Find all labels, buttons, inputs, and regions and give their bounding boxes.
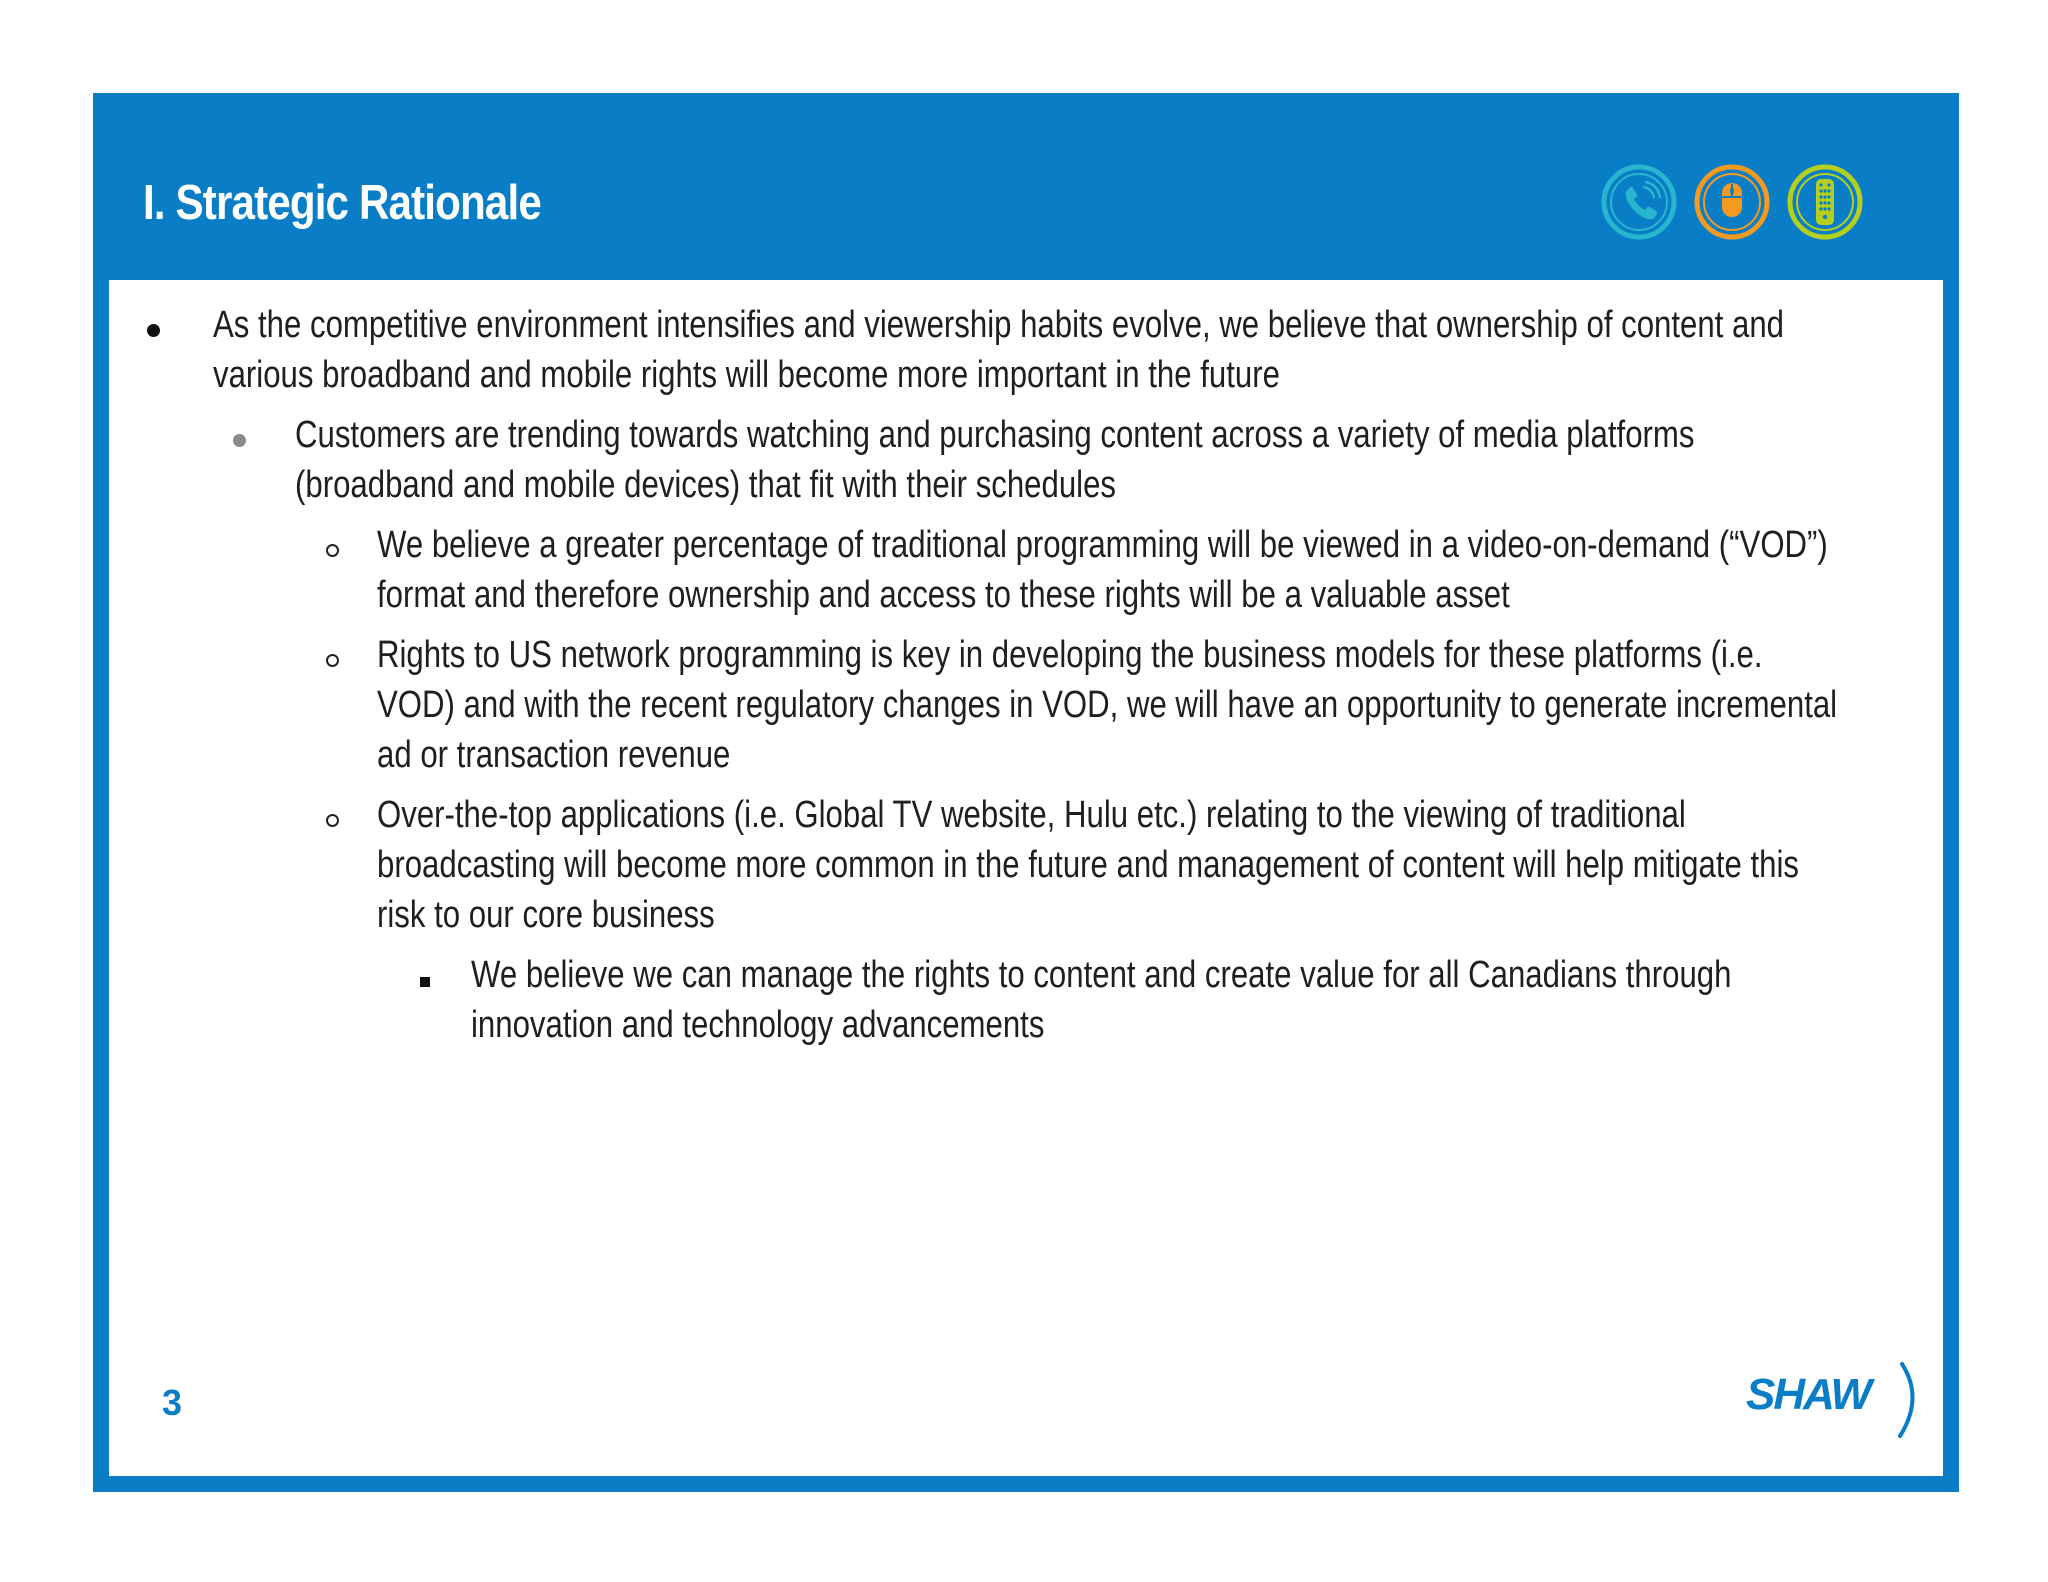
bullet-text: Rights to US network programming is key in developing the business models for these platforms (i.e. VOD) and with the recent regulatory changes in VOD, we will have an opportunity to generate incremental ad or transaction revenue: [377, 634, 1838, 776]
remote-control-icon: [1786, 163, 1864, 241]
bullet-marker: [233, 410, 246, 460]
content-panel: [109, 280, 1943, 1476]
list-item: [109, 410, 1943, 510]
bullet-text: We believe we can manage the rights to content and create value for all Canadians through innovation and technology advancements: [471, 954, 1732, 1046]
list-item: [109, 950, 1943, 1050]
bullet-text: As the competitive environment intensifies and viewership habits evolve, we believe that ownership of content and various broadband and mobile rights will become more important in the future: [213, 304, 1785, 396]
logo-swoosh-icon: [1896, 1360, 1926, 1440]
bullet-text: Over-the-top applications (i.e. Global TV website, Hulu etc.) relating to the viewing of traditional broadcasting will become more common in the future and management of content will help mitigate this risk to our core business: [377, 794, 1799, 936]
mouse-icon: [1693, 163, 1771, 241]
list-item: [109, 790, 1943, 940]
bullet-text: We believe a greater percentage of traditional programming will be viewed in a video-on-demand (“VOD”) format and therefore ownership and access to these rights will be a valuable asset: [377, 524, 1828, 616]
list-item: [109, 630, 1943, 780]
slide-title: I. Strategic Rationale: [143, 176, 541, 230]
bullet-marker: [326, 630, 339, 680]
bullet-marker: [326, 520, 339, 570]
list-item: [109, 300, 1943, 400]
bullet-marker: [147, 300, 160, 350]
bullet-text: Customers are trending towards watching and purchasing content across a variety of media platforms (broadband and mobile devices) that fit with their schedules: [295, 414, 1695, 506]
slide-frame: [93, 93, 1959, 1492]
header-band: [93, 93, 1959, 280]
bullet-marker: [420, 950, 430, 1000]
page-number: 3: [162, 1382, 183, 1423]
phone-icon: [1600, 163, 1678, 241]
header-icon-group: [1600, 163, 1870, 249]
shaw-logo: [1746, 1360, 1926, 1440]
logo-text: SHAW: [1746, 1370, 1870, 1419]
bullet-list: [109, 300, 1943, 1060]
bullet-marker: [326, 790, 339, 840]
list-item: [109, 520, 1943, 620]
